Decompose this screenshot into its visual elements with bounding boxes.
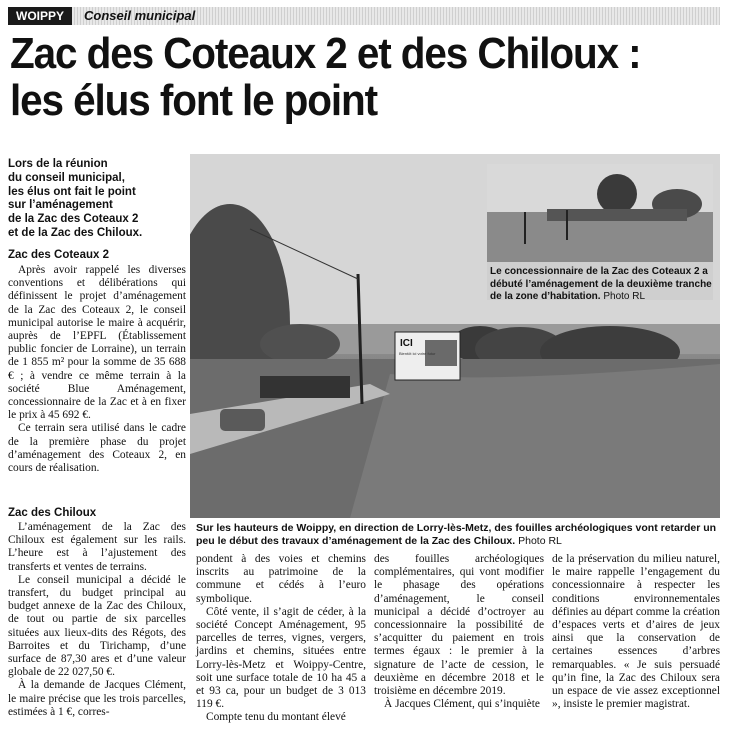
inset-credit: Photo RL [603, 291, 646, 302]
paragraph: des fouilles archéologiques complémentaires, qui vont modifier le phasage des opérations d’aménagement, le conseil municipal a décidé d’octroyer au concessionnaire la possibilité de s’acquitter du paiement en trois termes égaux : le premier à la signature de l’acte de cession, le deuxième en décembre 2018 et le troisième en décembre 2019. [374, 553, 544, 698]
column-3 [374, 553, 544, 711]
intro-line: de la Zac des Coteaux 2 [8, 213, 139, 226]
paragraph: pondent à des voies et chemins inscrits au patrimoine de la commune et cédés à l’euro symbolique. [196, 553, 366, 605]
photo-caption [196, 522, 720, 548]
sign-text: ICI [400, 338, 413, 349]
paragraph: À Jacques Clément, qui s’inquiète [384, 698, 540, 711]
section-title-chiloux: Zac des Chiloux [8, 507, 97, 519]
paragraph: Côté vente, il s’agit de céder, à la société Concept Aménagement, 95 parcelles de terres, vignes, vergers, jardins et chemins, situées entre Lorry-lès-Metz et Woippy-Centre, soit une surface totale de 10 ha 45 a et 93 ca, pour un budget de 3 013 119 €. [196, 605, 366, 711]
photo-credit: Photo RL [518, 535, 562, 547]
intro-line: et de la Zac des Chiloux. [8, 226, 143, 239]
intro-line: les élus ont fait le point [8, 185, 136, 198]
headline-line-2: les élus font le point [10, 76, 378, 125]
sign-subtext: Bientôt ici votre futur [399, 351, 436, 356]
column-section-coteaux [8, 264, 186, 475]
intro-line: du conseil municipal, [8, 171, 125, 184]
column-section-chiloux [8, 521, 186, 719]
inset-caption [490, 266, 714, 304]
column-4 [552, 553, 720, 711]
column-2 [196, 553, 366, 725]
subrubric-label: Conseil municipal [84, 8, 196, 23]
headline-line-1: Zac des Coteaux 2 et des Chiloux : [10, 29, 641, 78]
intro-line: sur l’aménagement [8, 199, 113, 212]
paragraph: Après avoir rappelé les diverses conventions et délibérations qui définissent le projet d’aménagement de la Zac des Coteaux 2, le conseil municipal autorise le maire à acquérir, auprès de l’EPFL (Établissement public foncier de Lorraine), un terrain de 1 855 m² pour la somme de 35 688 € ; à vendre ce même terrain à la société Blue Aménagement, concessionnaire de la Zac et à en fixer le prix à 45 692 €. [8, 264, 186, 422]
paragraph: L’aménagement de la Zac des Chiloux est également sur les rails. L’heure est à l’ajustement des transferts et ventes de terrains. [8, 521, 186, 573]
section-title-coteaux: Zac des Coteaux 2 [8, 249, 109, 261]
headline [10, 30, 663, 124]
paragraph: Ce terrain sera utilisé dans le cadre de la première phase du projet d’aménagement des Coteaux 2, en cours de réalisation. [8, 422, 186, 475]
intro-lead [8, 158, 186, 241]
photo-caption-text: Sur les hauteurs de Woippy, en direction de Lorry-lès-Metz, des fouilles archéologiques vont retarder un peu le début des travaux d’aménagement de la Zac des Chiloux. [196, 522, 717, 547]
inset-caption-text: Le concessionnaire de la Zac des Coteaux 2 a débuté l’aménagement de la deuxième tranche de la zone d’habitation. [490, 266, 712, 302]
paragraph: Compte tenu du montant élevé [206, 711, 346, 724]
paragraph: de la préservation du milieu naturel, le maire rappelle l’engagement du concessionnaire à respecter les conditions environnementales définies au départ comme la création d’espaces verts et d’aires de jeux ainsi que la conservation de certaines essences d’arbres remarquables. « Je suis persuadé qu’in fine, la Zac des Chiloux sera un espace de vie assez exceptionnel », insiste le premier magistrat. [552, 553, 720, 711]
paragraph: Le conseil municipal a décidé le transfert, du budget principal au budget annexe de la Zac des Chiloux, de tout ou partie de six parcelles situées aux lieux-dits des Régots, des Barroites et du Tirichamp, d’une surface de 87,30 ares et d’une valeur globale de 22 027,50 €. [8, 573, 186, 679]
intro-line: Lors de la réunion [8, 158, 108, 170]
paragraph: À la demande de Jacques Clément, le maire précise que les trois parcelles, estimées à 1 €, corres- [8, 679, 186, 718]
rubric-label: WOIPPY [8, 7, 72, 25]
